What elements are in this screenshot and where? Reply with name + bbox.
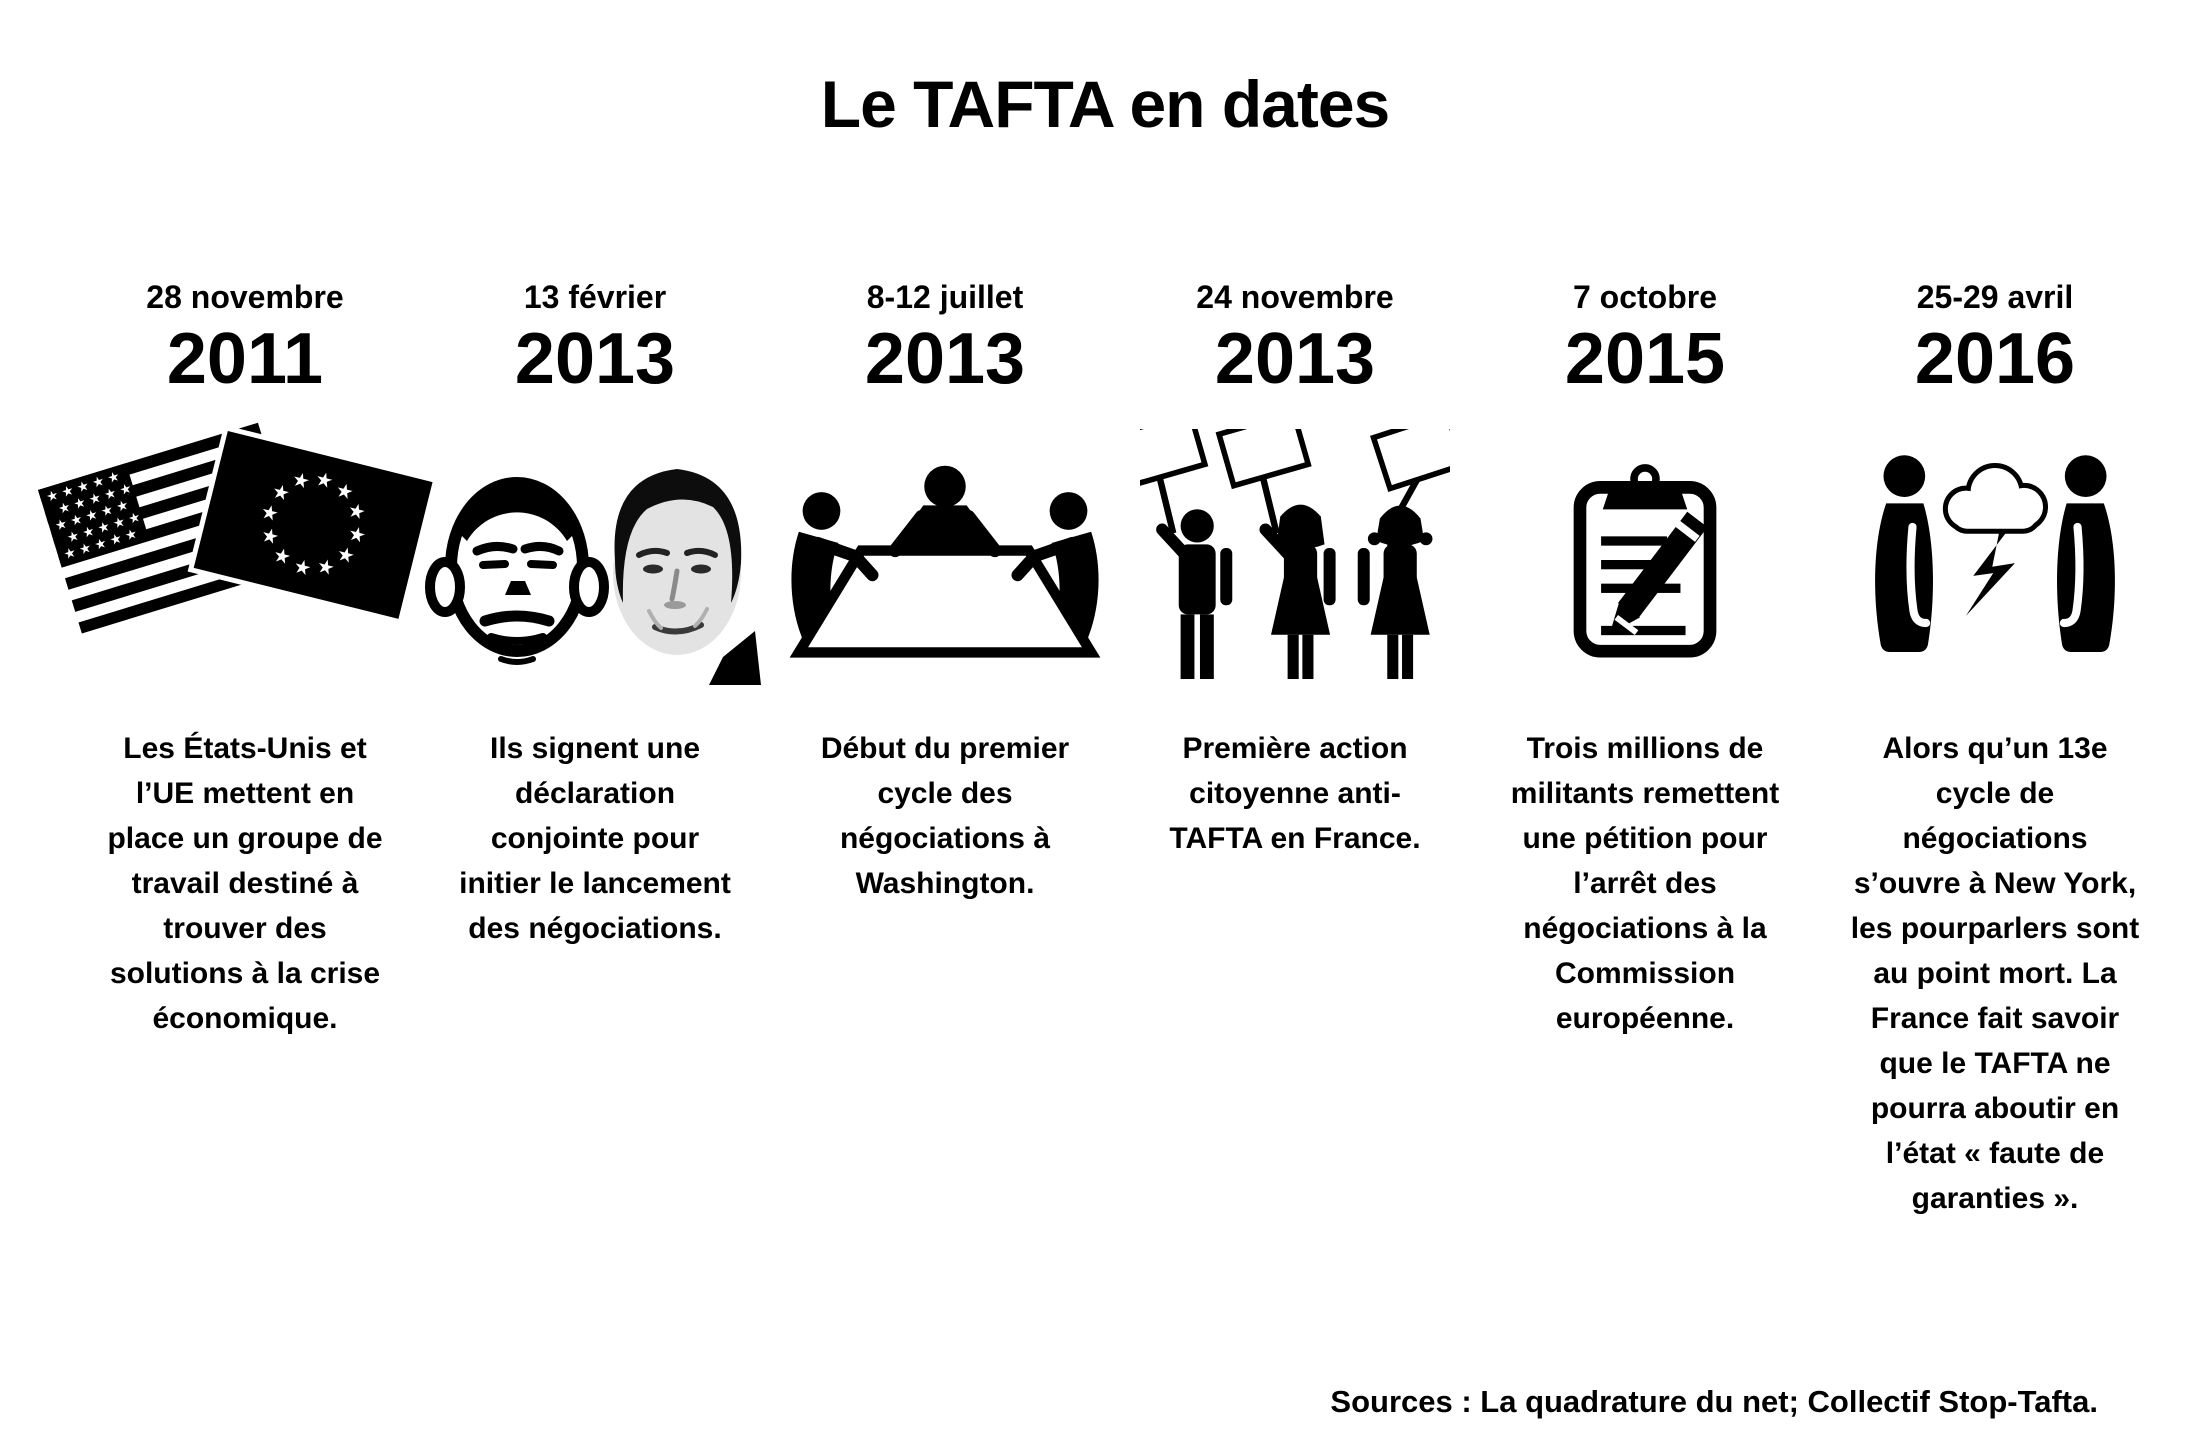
event-year: 2011 [166,319,324,400]
timeline-column-2016 [1820,278,2170,1221]
timeline-column-2013-juillet [770,278,1120,1221]
event-year: 2016 [1914,319,2076,400]
event-date: 8-12 juillet [866,279,1024,315]
obama-barroso-faces-icon [425,435,765,685]
event-year: 2013 [1214,319,1376,400]
us-eu-flags-icon [30,410,460,710]
timeline-column-2015 [1470,278,1820,1221]
event-description: Trois millions de militants remettent une pétition pour l’arrêt des négociations à la Commission européenne. [1510,731,1780,1035]
protesters-icon [1140,429,1450,691]
petition-clipboard-icon [1569,442,1721,678]
event-year: 2013 [864,319,1026,400]
event-icon-box [78,404,412,716]
negotiation-table-icon [780,454,1110,666]
event-description: Alors qu’un 13e cycle de négociations s’ouvre à New York, les pourparlers sont au point mort. La France fait savoir que le TAFTA ne pourra aboutir en l’état « faute de garanties ». [1850,731,2140,1215]
event-year: 2013 [514,319,676,400]
timeline-column-2013-novembre [1120,278,1470,1221]
event-icon-box [1128,404,1462,716]
event-description: Ils signent une déclaration conjointe pour initier le lancement des négociations. [459,731,731,945]
timeline [70,278,2170,1221]
event-date: 13 février [523,279,667,315]
event-date: 24 novembre [1196,279,1394,315]
event-date: 7 octobre [1572,279,1718,315]
event-description: Première action citoyenne anti-TAFTA en France. [1169,731,1421,855]
event-icon-box [778,404,1112,716]
page-title: Le TAFTA en dates [820,67,1390,141]
event-description: Début du premier cycle des négociations à Washington. [820,731,1070,900]
conflict-storm-icon [1859,442,2131,678]
timeline-column-2013-fevrier [420,278,770,1221]
timeline-column-2011 [70,278,420,1221]
event-date: 25-29 avril [1916,279,2074,315]
event-year: 2015 [1564,319,1726,400]
event-icon-box [1478,404,1812,716]
sources-note: Sources : La quadrature du net; Collectif Stop-Tafta. [1330,1384,2098,1419]
event-date: 28 novembre [146,279,344,315]
event-description: Les États-Unis et l’UE mettent en place un groupe de travail destiné à trouver des solutions à la crise économique. [107,731,383,1035]
event-icon-box [428,404,762,716]
event-icon-box [1828,404,2162,716]
